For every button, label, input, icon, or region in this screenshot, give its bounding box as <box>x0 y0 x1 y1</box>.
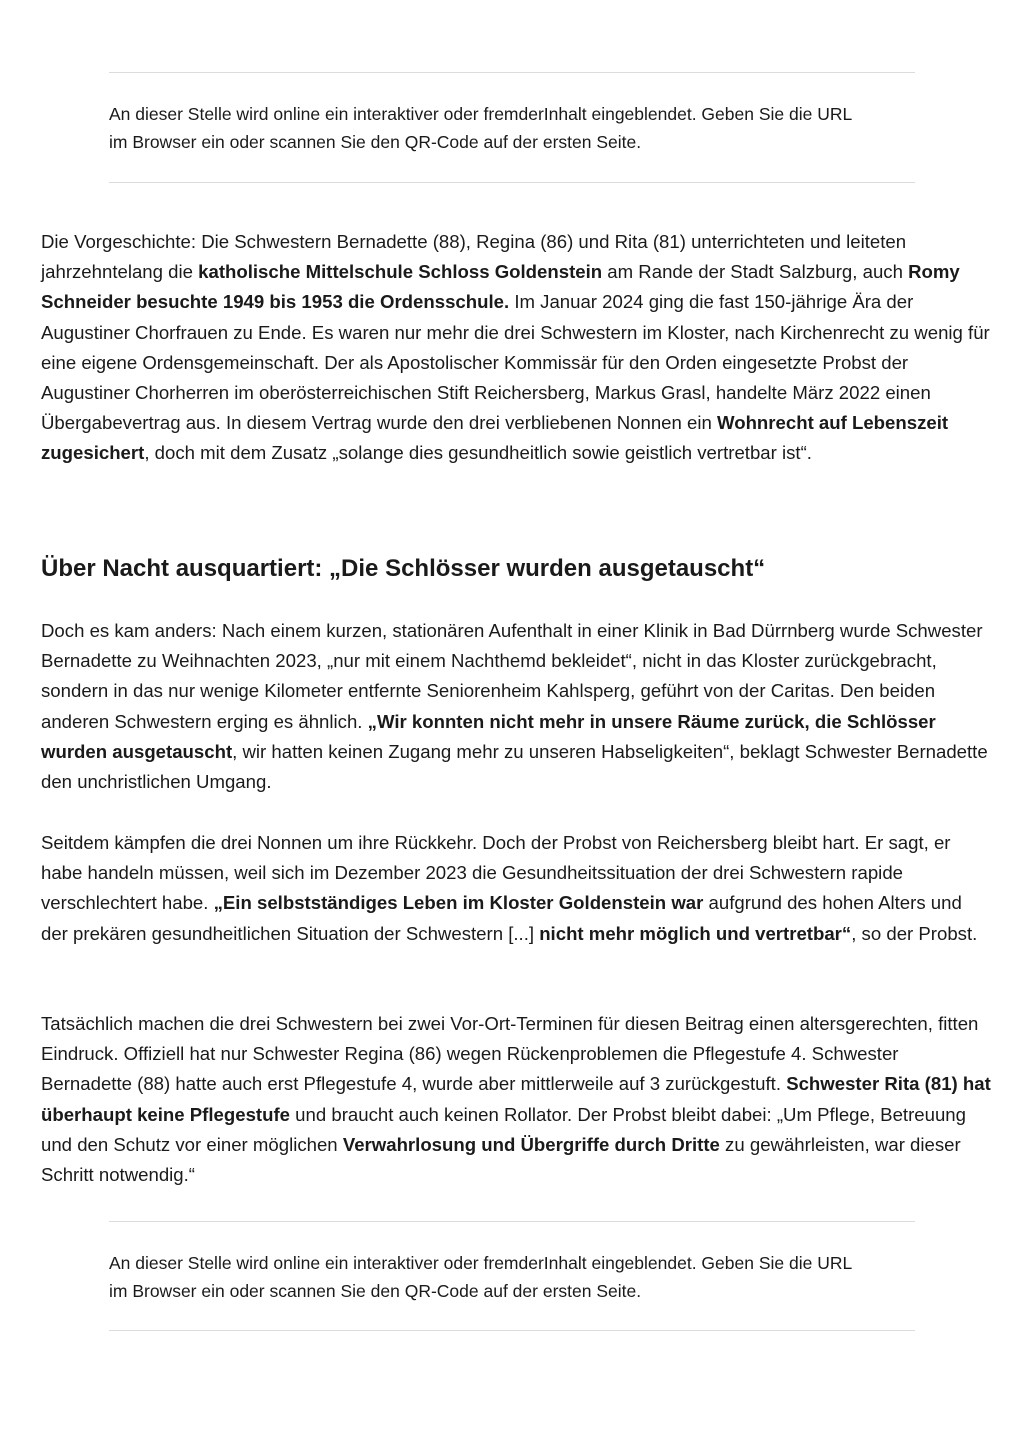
text-run: aufgrund des hohen Alters und der prekären gesundheitlichen Situation der Schwestern [...] <box>41 892 962 944</box>
text-run: , so der Probst. <box>851 922 978 944</box>
bold-text: „Wir konnten nicht mehr in unsere Räume zurück, die Schlösser wurden ausgetauscht <box>41 710 936 762</box>
text-run: am Rande der Stadt Salzburg, auch <box>602 261 909 283</box>
text-run: zu gewährleisten, war dieser Schritt notwendig.“ <box>41 1133 961 1186</box>
embed-notice-line: An dieser Stelle wird online ein interaktiver oder fremderInhalt eingeblendet. Geben Sie die URL <box>109 1253 853 1273</box>
paragraph-care-level <box>41 1009 991 1190</box>
text-run: Die Vorgeschichte: Die Schwestern Bernadette (88), Regina (86) und Rita (81) unterrichteten und leiteten jahrzehntelang die <box>41 231 907 283</box>
embed-notice-line: An dieser Stelle wird online ein interaktiver oder fremderInhalt eingeblendet. Geben Sie die URL <box>109 104 853 124</box>
bold-text: Romy Schneider besuchte 1949 bis 1953 die Ordensschule. <box>41 261 960 313</box>
embed-notice-bottom <box>109 1221 915 1331</box>
bold-text: Verwahrlosung und Übergriffe durch Dritte <box>342 1133 720 1155</box>
text-run: Im Januar 2024 ging die fast 150-jährige Ära der Augustiner Chorfrauen zu Ende. Es waren nur mehr die drei Schwestern im Kloster, nach Kirchenrecht zu wenig für eine eigene Ordensgemeinschaft. Der als Apostolischer Kommissär für den Orden eingesetzte Probst der Augustiner Chorherren im oberösterreichischen Stift Reichersberg, Markus Grasl, handelte März 2022 einen Übergabevertrag aus. In diesem Vertrag wurde den drei verbliebenen Nonnen ein <box>41 291 990 434</box>
embed-notice-line: im Browser ein oder scannen Sie den QR-Code auf der ersten Seite. <box>109 1281 642 1301</box>
text-run: , wir hatten keinen Zugang mehr zu unseren Habseligkeiten“, beklagt Schwester Bernadette den unchristlichen Umgang. <box>41 740 988 793</box>
bold-text: „Ein selbstständiges Leben im Kloster Goldenstein war <box>213 892 704 914</box>
paragraph-relocation <box>41 616 991 797</box>
bold-text: Schwester Rita (81) hat überhaupt keine Pflegestufe <box>41 1073 991 1125</box>
embed-notice-top <box>109 72 915 183</box>
bold-text: katholische Mittelschule Schloss Goldenstein <box>198 261 603 283</box>
bold-text: Wohnrecht auf Lebenszeit zugesichert <box>41 412 949 464</box>
text-run: und braucht auch keinen Rollator. Der Probst bleibt dabei: „Um Pflege, Betreuung und den Schutz vor einer möglichen <box>41 1103 966 1155</box>
paragraph-struggle <box>41 828 991 949</box>
paragraph-prehistory <box>41 227 991 469</box>
text-run: , doch mit dem Zusatz „solange dies gesundheitlich sowie geistlich vertretbar ist“. <box>144 442 812 464</box>
text-run: Tatsächlich machen die drei Schwestern bei zwei Vor-Ort-Terminen für diesen Beitrag einen altersgerechten, fitten Eindruck. Offiziell hat nur Schwester Regina (86) wegen Rückenproblemen die Pflegestufe 4. Schwester Bernadette (88) hatte auch erst Pflegestufe 4, wurde aber mittlerweile auf 3 zurückgestuft. <box>41 1013 979 1095</box>
embed-notice-line: im Browser ein oder scannen Sie den QR-Code auf der ersten Seite. <box>109 132 642 152</box>
bold-text: nicht mehr möglich und vertretbar“ <box>539 922 852 944</box>
text-run: Doch es kam anders: Nach einem kurzen, stationären Aufenthalt in einer Klinik in Bad Dürrnberg wurde Schwester Bernadette zu Weihnachten 2023, „nur mit einem Nachthemd bekleidet“, nicht in das Kloster zurückgebracht, sondern in das nur wenige Kilometer entfernte Seniorenheim Kahlsperg, geführt von der Caritas. Den beiden anderen Schwestern erging es ähnlich. <box>41 620 983 732</box>
section-heading: Über Nacht ausquartiert: „Die Schlösser wurden ausgetauscht“ <box>41 555 766 582</box>
text-run: Seitdem kämpfen die drei Nonnen um ihre Rückkehr. Doch der Probst von Reichersberg bleibt hart. Er sagt, er habe handeln müssen, weil sich im Dezember 2023 die Gesundheitssituation der drei Schwestern rapide verschlechtert habe. <box>41 832 951 914</box>
